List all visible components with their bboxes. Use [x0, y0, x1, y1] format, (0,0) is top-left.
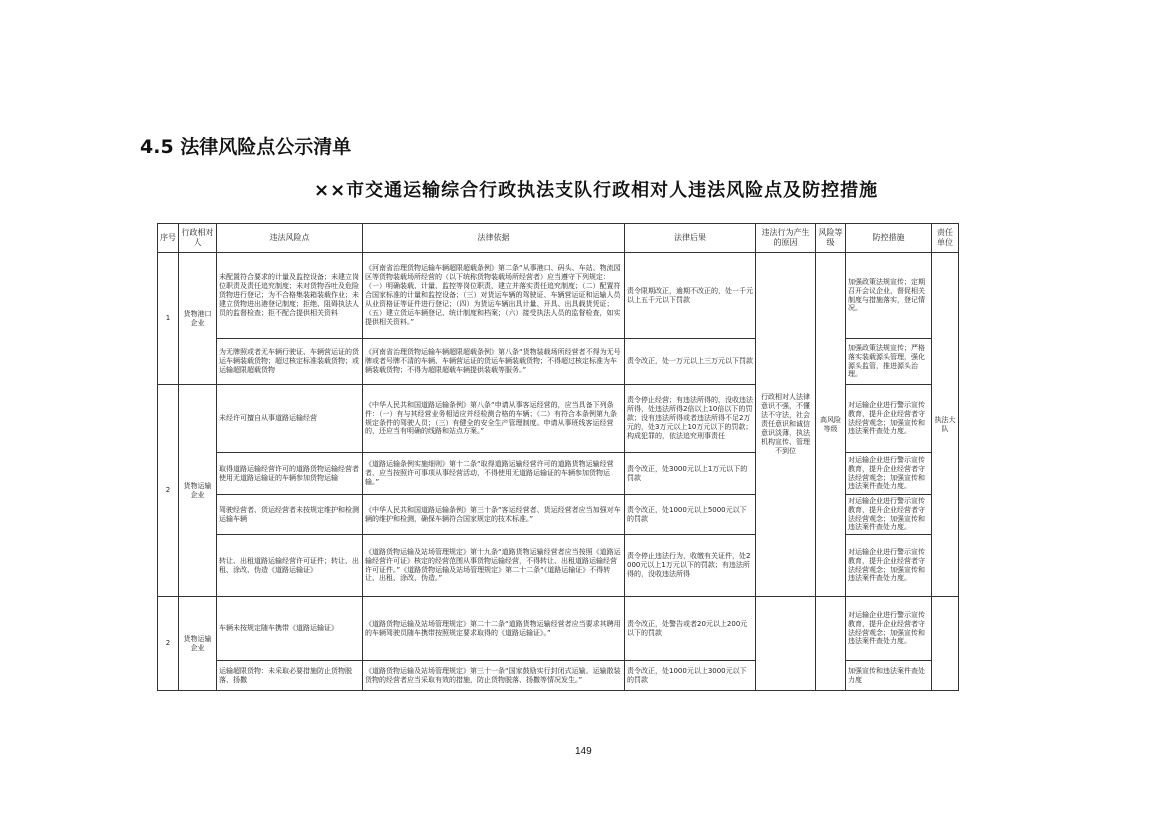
responsible-unit-cell-empty — [932, 597, 959, 691]
page-number: 149 — [575, 746, 592, 757]
basis-cell: 《道路货物运输及站场管理规定》第二十二条“道路货物运输经营者应当要求其聘用的车辆驾驶员随车携带按照规定要求取得的《道路运输证》。” — [363, 597, 625, 661]
measures-cell: 加强宣传和违法案件查处力度 — [846, 661, 932, 691]
risk-cell: 未经许可擅自从事道路运输经营 — [217, 385, 363, 453]
basis-cell: 《河南省治理货物运输车辆超限超载条例》第八条“货物装载场所经营者不得为无号牌或者号牌不清的车辆、车辆营运证的货运车辆装载货物；不得超过核定标准为车辆装载货物；不得为超限超载车辆提供装载等服务。” — [363, 339, 625, 385]
basis-cell: 《中华人民共和国道路运输条例》第八条“申请从事客运经营的，应当具备下列条件：（一）有与其经营业务相适应并经检测合格的车辆；（二）有符合本条例第九条规定条件的驾驶人员；（三）有健全的安全生产管理制度。申请从事班线客运经营的，还应当有明确的线路和站点方案。” — [363, 385, 625, 453]
group-party: 货物港口企业 — [179, 253, 217, 385]
risk-cell: 取得道路运输经营许可的道路货物运输经营者使用无道路运输证的车辆参加货物运输 — [217, 453, 363, 495]
measures-cell: 对运输企业进行警示宣传教育，提升企业经营者守法经营观念；加强宣传和违法案件查处力度。 — [846, 535, 932, 597]
measures-cell: 对运输企业进行警示宣传教育，提升企业经营者守法经营观念；加强宣传和违法案件查处力度。 — [846, 597, 932, 661]
document-title: ××市交通运输综合行政执法支队行政相对人违法风险点及防控措施 — [314, 180, 879, 201]
table-header-row — [158, 224, 959, 253]
table-row — [158, 597, 959, 661]
header-basis: 法律依据 — [363, 224, 625, 253]
consequence-cell: 责令改正，处警告或者20元以上200元以下的罚款 — [625, 597, 756, 661]
risk-level-cell-empty — [816, 597, 846, 691]
risk-cell: 为无牌照或者无车辆行驶证、车辆营运证的货运车辆装载货物；超过核定标准装载货物；或运输超限超载货物 — [217, 339, 363, 385]
header-seq: 序号 — [158, 224, 179, 253]
risk-cell: 转让、出租道路运输经营许可证件；转让、出租、涂改、伪造《道路运输证》 — [217, 535, 363, 597]
header-consequence: 法律后果 — [625, 224, 756, 253]
basis-cell: 《道路运输条例实施细则》第十二条“取得道路运输经营许可的道路货物运输经营者，应当按照许可事项从事经营活动，不得使用无道路运输证的车辆参加货物运输。” — [363, 453, 625, 495]
consequence-cell: 责令改正，处一万元以上三万元以下罚款 — [625, 339, 756, 385]
basis-cell: 《道路货物运输及站场管理规定》第三十一条“国家鼓励实行封闭式运输。运输散装货物的经营者应当采取有效的措施，防止货物脱落、扬撒等情况发生。” — [363, 661, 625, 691]
measures-cell: 对运输企业进行警示宣传教育，提升企业经营者守法经营观念；加强宣传和违法案件查处力度。 — [846, 453, 932, 495]
risk-level-cell: 高风险等级 — [816, 253, 846, 597]
risk-table — [157, 223, 959, 691]
consequence-cell: 责令改正，处1000元以上5000元以下的罚款 — [625, 495, 756, 535]
basis-cell: 《河南省治理货物运输车辆超限超载条例》第二条“从事港口、码头、车站、物流园区等货物装载场所经营的（以下统称货物装载场所经营者）应当遵守下列规定：（一）明确装载、计量、监控等岗位职责，建立并落实责任追究制度；（二）配置符合国家标准的计量和监控设备；（三）对货运车辆的驾驶证、车辆营运证和运输人员从业资格证等证件进行登记；（四）为货运车辆出具计量、开具、出具载货凭证；（五）建立货运车辆登记、统计制度和档案；（六）接受执法人员的监督检查，如实提供相关资料。” — [363, 253, 625, 339]
header-risk: 违法风险点 — [217, 224, 363, 253]
header-measures: 防控措施 — [846, 224, 932, 253]
consequence-cell: 责令改正，处1000元以上3000元以下的罚款 — [625, 661, 756, 691]
consequence-cell: 责令停止经营；有违法所得的，没收违法所得，处违法所得2倍以上10倍以下的罚款；没有违法所得或者违法所得不足2万元的，处3万元以上10万元以下的罚款；构成犯罪的，依法追究刑事责任 — [625, 385, 756, 453]
consequence-cell: 责令限期改正，逾期不改正的，处一千元以上五千元以下罚款 — [625, 253, 756, 339]
group-seq: 1 — [158, 253, 179, 385]
risk-cell: 运输超限货物：未采取必要措施防止货物脱落、扬撒 — [217, 661, 363, 691]
cause-cell-empty — [756, 597, 816, 691]
group-seq: 2 — [158, 385, 179, 597]
group-party: 货物运输企业 — [179, 597, 217, 691]
measures-cell: 对运输企业进行警示宣传教育，提升企业经营者守法经营观念；加强宣传和违法案件查处力度。 — [846, 385, 932, 453]
responsible-unit-cell: 执法大队 — [932, 253, 959, 597]
group-seq: 2 — [158, 597, 179, 691]
risk-cell: 车辆未按规定随车携带《道路运输证》 — [217, 597, 363, 661]
header-level: 风险等级 — [816, 224, 846, 253]
basis-cell: 《道路货物运输及站场管理规定》第十九条“道路货物运输经营者应当按照《道路运输经营许可证》核定的经营范围从事货物运输经营，不得转让、出租道路运输经营许可证件。”《道路货物运输及站场管理规定》第二十二条“《道路运输证》不得转让、出租、涂改、伪造。” — [363, 535, 625, 597]
section-title: 4.5 法律风险点公示清单 — [140, 136, 352, 158]
consequence-cell: 责令停止违法行为，收缴有关证件，处2000元以上1万元以下的罚款；有违法所得的，没收违法所得 — [625, 535, 756, 597]
group-party: 货物运输企业 — [179, 385, 217, 597]
risk-cell: 驾驶经营者、货运经营者未按规定维护和检测运输车辆 — [217, 495, 363, 535]
table-row — [158, 253, 959, 339]
measures-cell: 加强政策法规宣传；严格落实装载源头管理，强化源头监管，推进源头治理。 — [846, 339, 932, 385]
cause-cell: 行政相对人法律意识不强，不懂法不守法，社会责任意识和诚信意识淡薄，执法机构宣传、管理不到位 — [756, 253, 816, 597]
risk-cell: 未配置符合要求的计量及监控设备；未建立岗位职责及责任追究制度；未对货物吞吐及危险货物进行登记；为不合格集装箱装载作业；未建立货物进出港登记制度；拒绝、阻碍执法人员的监督检查；拒不配合提供相关资料 — [217, 253, 363, 339]
header-cause: 违法行为产生的原因 — [756, 224, 816, 253]
measures-cell: 加强政策法规宣传；定期召开会议企业，督促相关制度与措施落实，登记情况。 — [846, 253, 932, 339]
measures-cell: 对运输企业进行警示宣传教育，提升企业经营者守法经营观念；加强宣传和违法案件查处力度。 — [846, 495, 932, 535]
header-party: 行政相对人 — [179, 224, 217, 253]
basis-cell: 《中华人民共和国道路运输条例》第三十条“客运经营者、货运经营者应当加强对车辆的维护和检测，确保车辆符合国家规定的技术标准。” — [363, 495, 625, 535]
header-unit: 责任单位 — [932, 224, 959, 253]
consequence-cell: 责令改正，处3000元以上1万元以下的罚款 — [625, 453, 756, 495]
